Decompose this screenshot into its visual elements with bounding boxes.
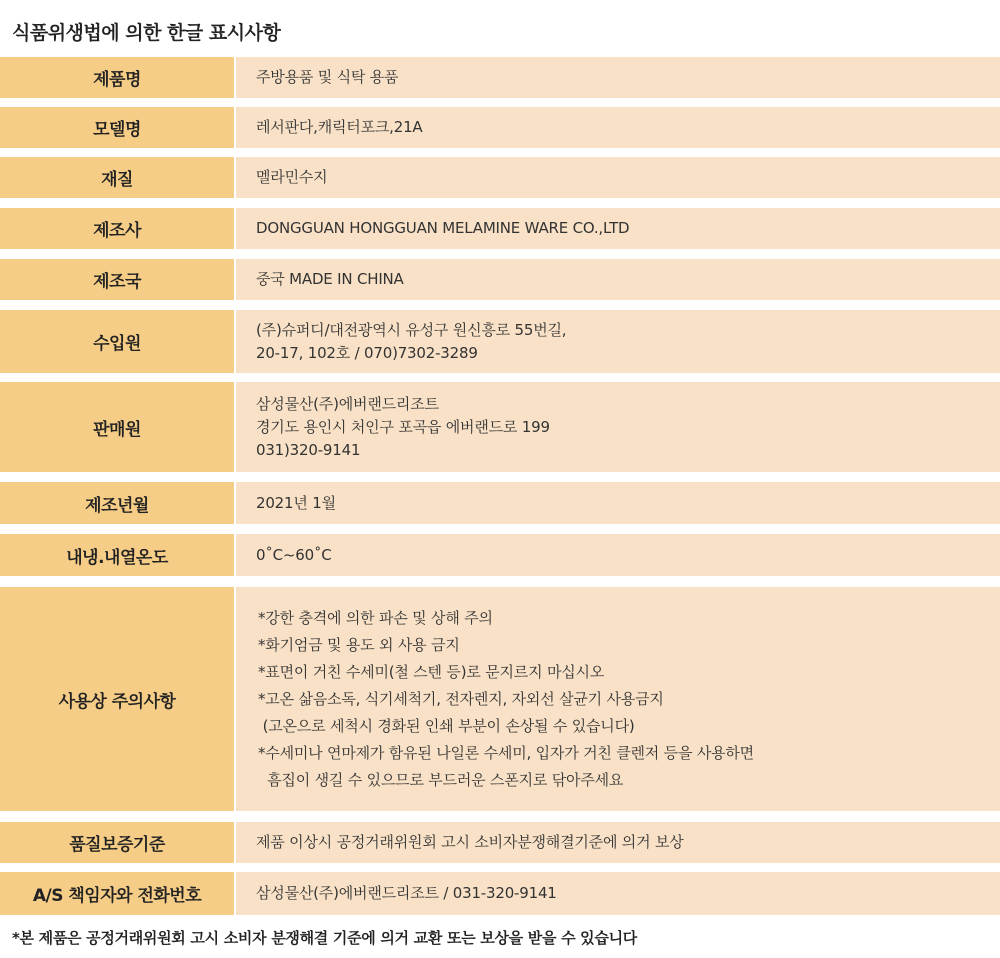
- caution-line: *고온 삶음소독, 식기세척기, 전자렌지, 자외선 살균기 사용금지: [258, 689, 664, 708]
- row-label: 제조년월: [0, 482, 234, 524]
- row-label: 모델명: [0, 107, 234, 148]
- row-label: 사용상 주의사항: [0, 587, 234, 811]
- row-label: 판매원: [0, 382, 234, 472]
- row-value: [236, 872, 1000, 915]
- row-value: [236, 157, 1000, 198]
- row-label: 재질: [0, 157, 234, 198]
- row-value: [236, 534, 1000, 576]
- row-label: 품질보증기준: [0, 822, 234, 863]
- row-model-name: [0, 107, 1000, 148]
- value-line: 20-17, 102호 / 070)7302-3289: [256, 343, 478, 362]
- caution-line: *강한 충격에 의한 파손 및 상해 주의: [258, 608, 493, 627]
- row-value: [236, 57, 1000, 98]
- value-line: 중국 MADE IN CHINA: [256, 270, 404, 288]
- row-seller: [0, 382, 1000, 472]
- footnote: *본 제품은 공정거래위원회 고시 소비자 분쟁해결 기준에 의거 교환 또는 보상을 받을 수 있습니다: [12, 929, 637, 947]
- value-line: 멜라민수지: [256, 168, 328, 186]
- row-manufacture-date: [0, 482, 1000, 524]
- row-temperature: [0, 534, 1000, 576]
- value-line: (주)슈퍼디/대전광역시 유성구 원신흥로 55번길,: [256, 320, 567, 339]
- row-value: [236, 482, 1000, 524]
- value-line: 031)320-9141: [256, 440, 361, 459]
- row-usage-cautions: [0, 587, 1000, 811]
- caution-line: *표면이 거친 수세미(철 스텐 등)로 문지르지 마십시오: [258, 662, 605, 681]
- value-line: 삼성물산(주)에버랜드리조트: [256, 394, 439, 413]
- row-material: [0, 157, 1000, 198]
- value-line: 삼성물산(주)에버랜드리조트 / 031-320-9141: [256, 884, 557, 902]
- value-line: 주방용품 및 식탁 용품: [256, 68, 399, 86]
- row-as-contact: [0, 872, 1000, 915]
- row-value: [236, 310, 1000, 373]
- row-value: [236, 382, 1000, 472]
- caution-line: (고온으로 세척시 경화된 인쇄 부분이 손상될 수 있습니다): [258, 716, 635, 735]
- value-line: 레서판다,캐릭터포크,21A: [256, 118, 423, 136]
- value-line: DONGGUAN HONGGUAN MELAMINE WARE CO.,LTD: [256, 219, 630, 237]
- row-product-name: [0, 57, 1000, 98]
- caution-line: *수세미나 연마제가 함유된 나일론 수세미, 입자가 거친 클렌저 등을 사용하면: [258, 743, 754, 762]
- row-label: 제조사: [0, 208, 234, 249]
- row-label: 제품명: [0, 57, 234, 98]
- page-title: 식품위생법에 의한 한글 표시사항: [12, 22, 281, 44]
- row-label: 수입원: [0, 310, 234, 373]
- row-value: [236, 587, 1000, 811]
- row-label: 내냉.내열온도: [0, 534, 234, 576]
- row-label: A/S 책임자와 전화번호: [0, 872, 234, 915]
- row-importer: [0, 310, 1000, 373]
- row-label: 제조국: [0, 259, 234, 300]
- row-manufacturer: [0, 208, 1000, 249]
- value-line: 경기도 용인시 처인구 포곡읍 에버랜드로 199: [256, 417, 550, 436]
- caution-line: 흠집이 생길 수 있으므로 부드러운 스폰지로 닦아주세요: [258, 770, 624, 789]
- row-value: [236, 822, 1000, 863]
- row-value: [236, 208, 1000, 249]
- row-value: [236, 259, 1000, 300]
- row-quality-guarantee: [0, 822, 1000, 863]
- value-line: 0˚C~60˚C: [256, 545, 332, 564]
- caution-line: *화기엄금 및 용도 외 사용 금지: [258, 635, 460, 654]
- row-country: [0, 259, 1000, 300]
- value-line: 제품 이상시 공정거래위원회 고시 소비자분쟁해결기준에 의거 보상: [256, 833, 684, 851]
- value-line: 2021년 1월: [256, 493, 336, 512]
- row-value: [236, 107, 1000, 148]
